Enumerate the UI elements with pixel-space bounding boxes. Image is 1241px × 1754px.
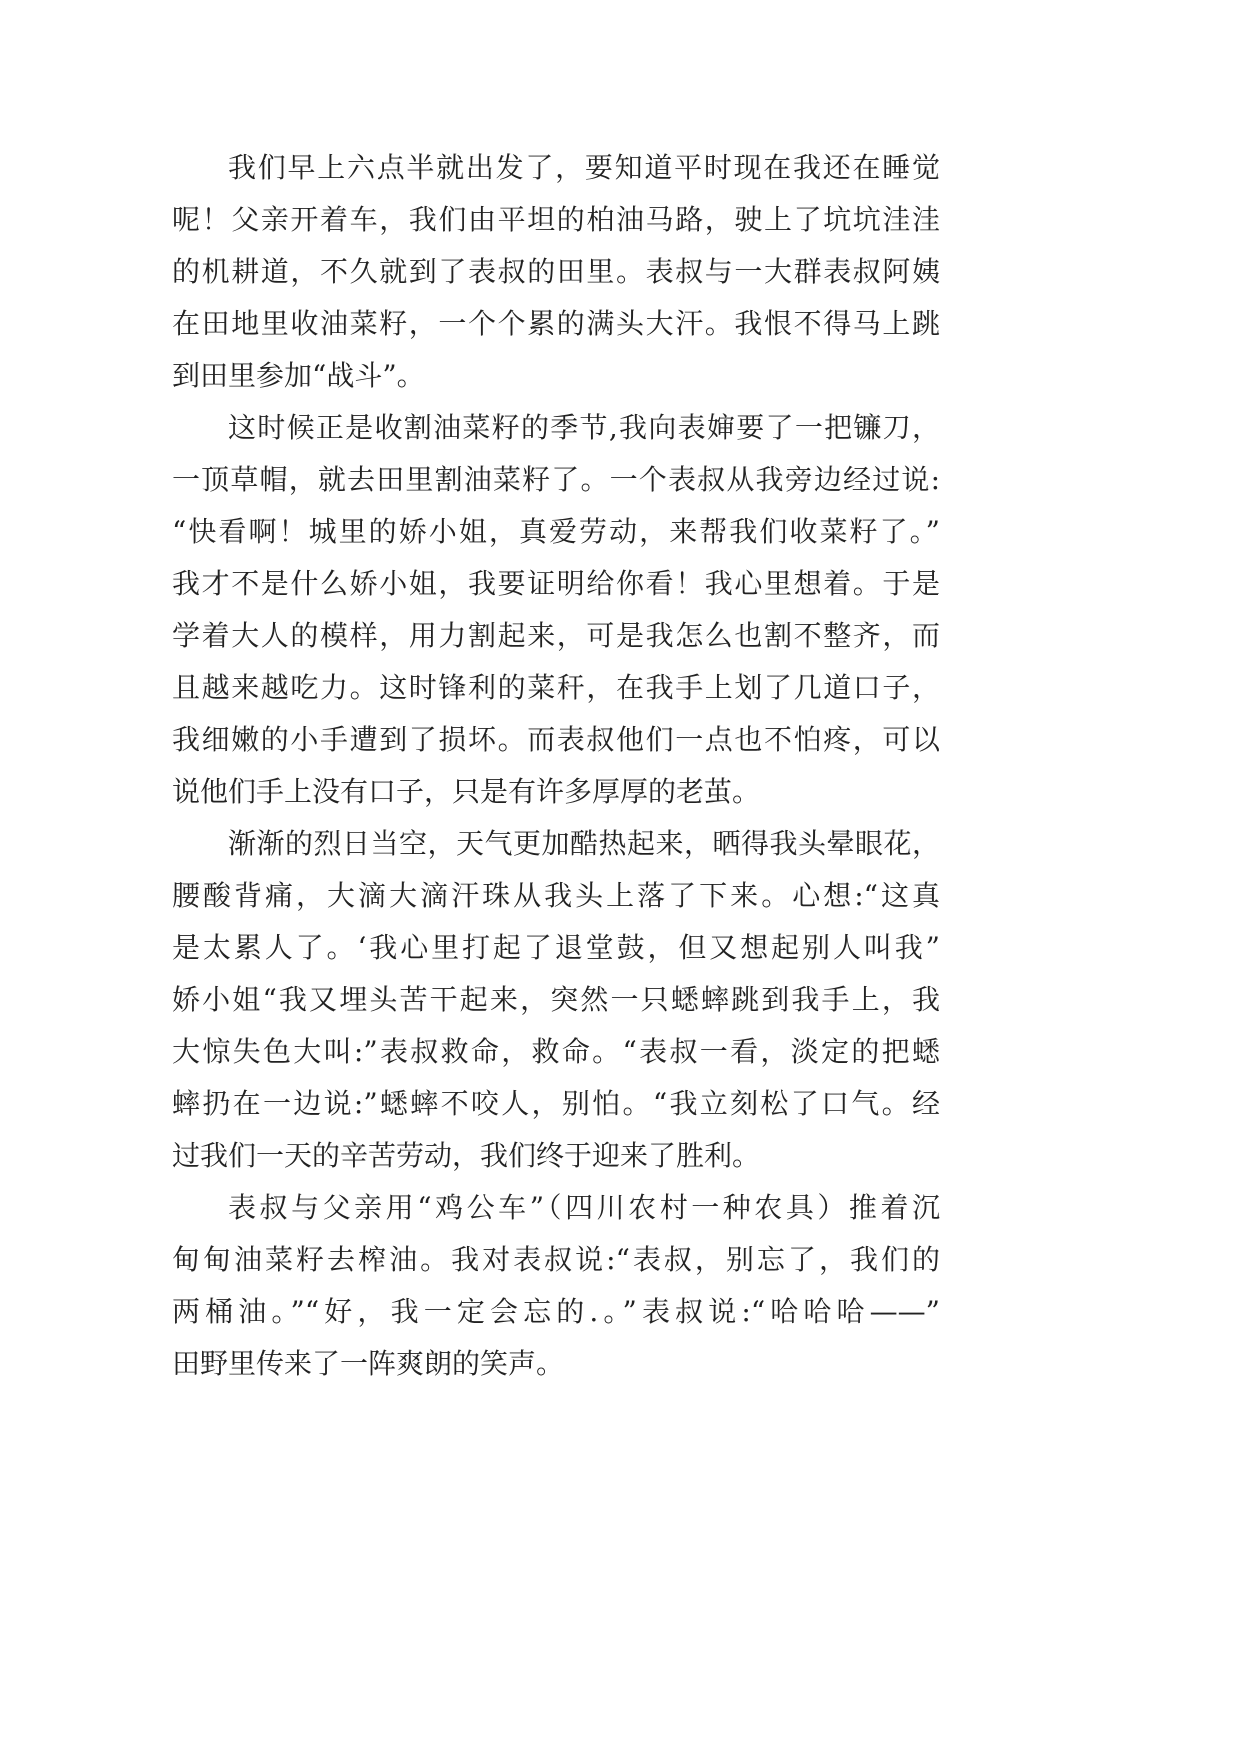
text-line: 田野里传来了一阵爽朗的笑声。 bbox=[172, 1347, 565, 1380]
text-line: 娇小姐“我又埋头苦干起来，突然一只蟋蟀跳到我手上，我 bbox=[172, 983, 940, 1016]
text-line: 在田地里收油菜籽，一个个累的满头大汗。我恨不得马上跳 bbox=[172, 307, 940, 340]
paragraph-3 bbox=[172, 818, 940, 1182]
text-line: 且越来越吃力。这时锋利的菜秆，在我手上划了几道口子， bbox=[172, 671, 940, 704]
text-line: 一顶草帽，就去田里割油菜籽了。一个表叔从我旁边经过说: bbox=[172, 463, 940, 496]
text-line: 大惊失色大叫:”表叔救命，救命。“表叔一看，淡定的把蟋 bbox=[172, 1035, 940, 1068]
text-line: 呢！父亲开着车，我们由平坦的柏油马路，驶上了坑坑洼洼 bbox=[172, 203, 940, 236]
text-line: 到田里参加“战斗”。 bbox=[172, 359, 425, 392]
text-line: 腰酸背痛，大滴大滴汗珠从我头上落了下来。心想:“这真 bbox=[172, 879, 940, 912]
text-line: 的机耕道，不久就到了表叔的田里。表叔与一大群表叔阿姨 bbox=[172, 255, 940, 288]
paragraph-1 bbox=[172, 142, 940, 402]
document-body bbox=[172, 142, 940, 1390]
text-line: 过我们一天的辛苦劳动，我们终于迎来了胜利。 bbox=[172, 1139, 761, 1172]
text-line: 是太累人了。‘我心里打起了退堂鼓，但又想起别人叫我” bbox=[172, 931, 940, 964]
text-line: 甸甸油菜籽去榨油。我对表叔说:“表叔，别忘了，我们的 bbox=[172, 1243, 940, 1276]
text-line: 渐渐的烈日当空，天气更加酷热起来，晒得我头晕眼花， bbox=[228, 827, 940, 860]
paragraph-2 bbox=[172, 402, 940, 818]
text-line: 我才不是什么娇小姐，我要证明给你看！我心里想着。于是 bbox=[172, 567, 940, 600]
text-line: 说他们手上没有口子，只是有许多厚厚的老茧。 bbox=[172, 775, 761, 808]
text-line: 蟀扔在一边说:”蟋蟀不咬人，别怕。“我立刻松了口气。经 bbox=[172, 1087, 940, 1120]
text-line: “快看啊！城里的娇小姐，真爱劳动，来帮我们收菜籽了。” bbox=[172, 515, 940, 548]
text-line: 两桶油。”“好，我一定会忘的.。”表叔说:“哈哈哈——” bbox=[172, 1295, 940, 1328]
text-line: 表叔与父亲用“鸡公车”（四川农村一种农具）推着沉 bbox=[228, 1191, 940, 1224]
text-line: 我细嫩的小手遭到了损坏。而表叔他们一点也不怕疼，可以 bbox=[172, 723, 940, 756]
paragraph-4 bbox=[172, 1182, 940, 1390]
text-line: 我们早上六点半就出发了，要知道平时现在我还在睡觉 bbox=[228, 151, 940, 184]
text-line: 学着大人的模样，用力割起来，可是我怎么也割不整齐，而 bbox=[172, 619, 940, 652]
text-line: 这时候正是收割油菜籽的季节,我向表婶要了一把镰刀， bbox=[228, 411, 940, 444]
